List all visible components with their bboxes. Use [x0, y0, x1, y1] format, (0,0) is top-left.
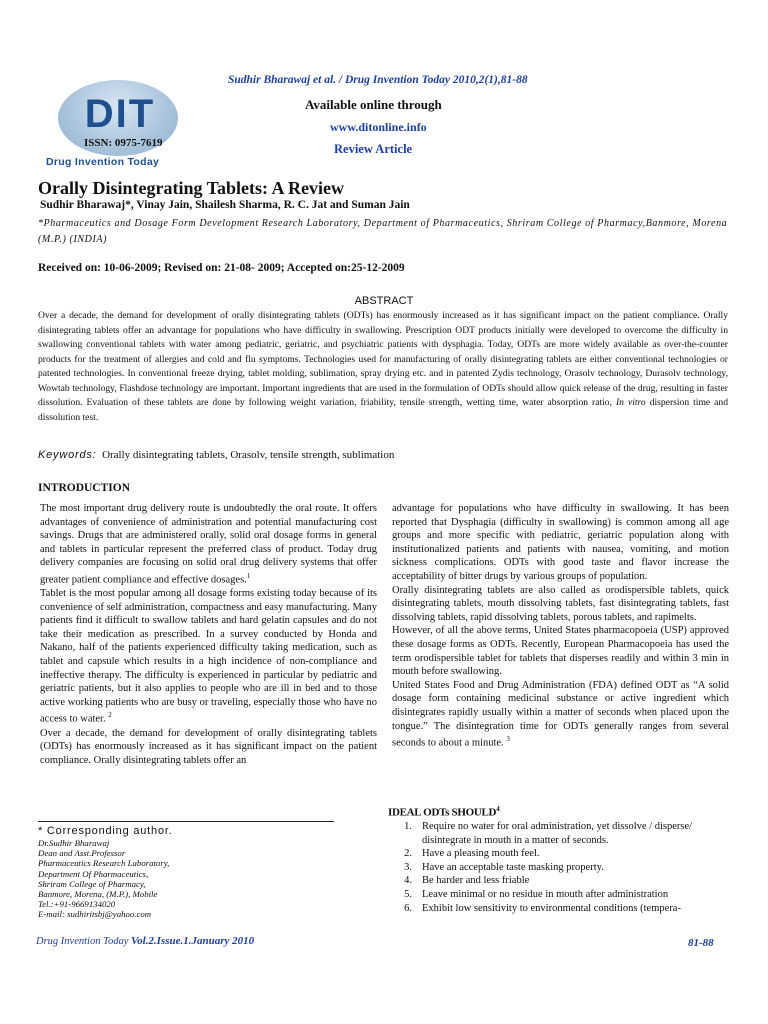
logo-issn: ISSN: 0975-7619	[84, 137, 163, 149]
intro-paragraph: Orally disintegrating tablets are also called as orodispersible tablets, quick disintegrating tablets, mouth dissolving tablets, fast disintegrating tablets, fast dissolving tablets, rapid dissolving tablets, porous tablets, and rapimelts.	[392, 584, 729, 623]
list-text: Require no water for oral administration, yet dissolve / disperse/ disintegrate in mouth in a matter of seconds.	[422, 821, 693, 846]
journal-url[interactable]: www.ditonline.info	[330, 120, 427, 134]
list-number: 4.	[404, 875, 412, 887]
corresponding-line: Dr.Sudhir Bharawaj	[38, 838, 110, 848]
corresponding-line: Department Of Pharmaceutics,	[38, 868, 149, 879]
corresponding-details	[38, 838, 169, 920]
logo-journal-name: Drug Invention Today	[46, 156, 160, 168]
paper-title: Orally Disintegrating Tablets: A Review	[38, 178, 344, 198]
intro-paragraph	[40, 587, 377, 726]
list-number: 3.	[404, 861, 412, 873]
abstract-italic: In vitro	[615, 397, 646, 408]
footnote-divider	[38, 821, 334, 822]
reference-marker: 4	[496, 805, 500, 813]
footer-journal-name: Drug Invention Today	[36, 936, 131, 947]
list-text: Have an acceptable taste masking property.	[422, 861, 604, 873]
abstract-body	[38, 309, 728, 425]
intro-left-p1: The most important drug delivery route is undoubtedly the oral route. It offers advantages of convenience of administration and potential manufacturing cost savings. Drugs that are administered orally, solid oral dosage forms in general and tablets in particular represent the preferred class of product. Today drug delivery companies are focusing on solid oral drug delivery systems that offer greater patient compliance and effective dosages.	[40, 503, 377, 586]
list-item	[388, 861, 733, 875]
keywords	[38, 449, 394, 461]
ideal-heading	[388, 805, 499, 819]
footer-volume: Vol.2.Issue.1.January 2010	[130, 935, 255, 947]
list-item	[388, 820, 733, 847]
ideal-list	[388, 820, 733, 915]
paper-affiliation: *Pharmaceutics and Dosage Form Development Research Laboratory, Department of Pharmaceutics, Shriram College of Pharmacy,Banmore, Morena (M.P.) (INDIA)	[38, 218, 728, 245]
logo-mark: DIT	[84, 92, 156, 136]
corresponding-line: Shriram College of Pharmacy,	[38, 878, 146, 889]
abstract-heading: ABSTRACT	[354, 295, 414, 307]
intro-heading: INTRODUCTION	[38, 482, 131, 494]
corresponding-line: Dean and Asst.Professor	[38, 848, 126, 859]
footer-journal	[36, 935, 254, 947]
intro-left-p2: Tablet is the most popular among all dosage forms existing today because of its convenience of self administration, compactness and easy manufacturing. Many patients find it difficult to swallow tablets and hard gelatin capsules and do not take their medication as prescribed. In a survey conducted by Honda and Nakano, half of the patients experienced difficulty taking medication, such as tablet and capsule which results in a high incidence of non-compliance and ineffective therapy. The difficulty is experienced in particular by pediatric and geriatric patients, but it also applies to people who are ill in bed and to those active working patients who are busy or traveling, especially those who have no access to water.	[40, 588, 377, 725]
intro-paragraph	[392, 679, 729, 750]
citation-line: Sudhir Bharawaj et al. / Drug Invention Today 2010,2(1),81-88	[228, 74, 528, 86]
intro-paragraph: However, of all the above terms, United States pharmacopoeia (USP) approved these dosage forms as ODTs. Recently, European Pharmacopoeia has used the term orodispersible tablet for tablets that disperses readily and within 3 min in mouth before swallowing.	[392, 625, 729, 678]
intro-paragraph: advantage for populations who have difficulty in swallowing. It has been reported that Dysphagia (difficulty in swallowing) is common among all age groups and more specific with pediatric, geriatric population along with institutionalized patients and patients with nausea, vomiting, and motion sickness complications. ODTs with good taste and flavor increase the acceptability of bitter drugs by various groups of population.	[392, 503, 729, 582]
article-type: Review Article	[334, 142, 413, 156]
list-number: 6.	[404, 902, 412, 914]
journal-logo	[40, 80, 190, 172]
footer-pages: 81-88	[688, 937, 714, 949]
corresponding-heading: * Corresponding author.	[38, 825, 173, 837]
list-item	[388, 888, 733, 902]
list-number: 5.	[404, 888, 412, 900]
abstract-text-2: dispersion time and dissolution test.	[38, 397, 728, 423]
reference-marker: 3	[506, 735, 510, 744]
corresponding-line: Banmore, Morena, (M.P.), Mobile	[38, 889, 158, 900]
list-text: Leave minimal or no residue in mouth after administration	[422, 888, 669, 900]
right-column	[392, 502, 729, 750]
list-item	[388, 847, 733, 861]
list-number: 2.	[404, 848, 412, 860]
corresponding-line: Tel.:+91-9669134020	[38, 899, 116, 910]
keywords-text: Orally disintegrating tablets, Orasolv, tensile strength, sublimation	[102, 449, 395, 461]
paper-dates: Received on: 10-06-2009; Revised on: 21-08- 2009; Accepted on:25-12-2009	[38, 262, 405, 274]
list-item	[388, 902, 733, 916]
corresponding-email[interactable]: E-mail: sudhiritsbj@yahoo.com	[38, 909, 152, 920]
list-text: Have a pleasing mouth feel.	[422, 848, 540, 860]
intro-paragraph	[40, 502, 377, 587]
keywords-label: Keywords:	[38, 449, 97, 461]
intro-right-p4: United States Food and Drug Administration (FDA) defined ODT as “A solid dosage form containing medicinal substance or active ingredient which disintegrates rapidly usually within a matter of seconds when placed upon the tongue.” The disintegration time for ODTs generally ranges from several seconds to about a minute.	[392, 679, 729, 749]
reference-marker: 1	[246, 571, 251, 580]
list-text: Be harder and less friable	[422, 875, 530, 887]
available-online: Available online through	[305, 97, 442, 112]
left-column	[40, 502, 377, 767]
corresponding-line: Pharmaceutics Research Laboratory,	[38, 858, 170, 869]
reference-marker: 2	[108, 711, 112, 720]
list-item	[388, 874, 733, 888]
list-number: 1.	[404, 821, 412, 832]
ideal-heading-text: IDEAL ODTs SHOULD	[388, 806, 497, 819]
list-text: Exhibit low sensitivity to environmental conditions (tempera-	[422, 902, 681, 914]
paper-authors: Sudhir Bharawaj*, Vinay Jain, Shailesh Sharma, R. C. Jat and Suman Jain	[40, 199, 410, 211]
abstract-text-1: Over a decade, the demand for development of orally disintegrating tablets (ODTs) has enormously increased as it has significant impact on the patient compliance. Orally disintegrating tablets offer an advantage for populations who have difficulty in swallowing. Prescription ODT products initially were developed to overcome the difficulty in swallowing conventional tablets with water among pediatric, geriatric, and psychiatric patients with dysphagia. Today, ODTs are more widely available as over-the-counter products for the treatment of allergies and cold and flu symptoms. Technologies used for manufacturing of orally disintegrating tablets are either conventional technologies or patented technologies. In conventional freeze drying, tablet molding, sublimation, spray drying etc. and in patented Zydis technology, Orasolv technology, Durasolv technology, Wowtab technology, Flashdose technology are important. Important ingredients that are used in the formulation of ODTs should allow quick release of the drug, resulting in faster dissolution. Evaluation of these tablets are done by following weight variation, friability, tensile strength, wetting time, water absorption ratio,	[38, 310, 728, 408]
intro-paragraph: Over a decade, the demand for development of orally disintegrating tablets (ODTs) has enormously increased as it has significant impact on the patient compliance. Orally disintegrating tablets offer an	[40, 727, 377, 766]
